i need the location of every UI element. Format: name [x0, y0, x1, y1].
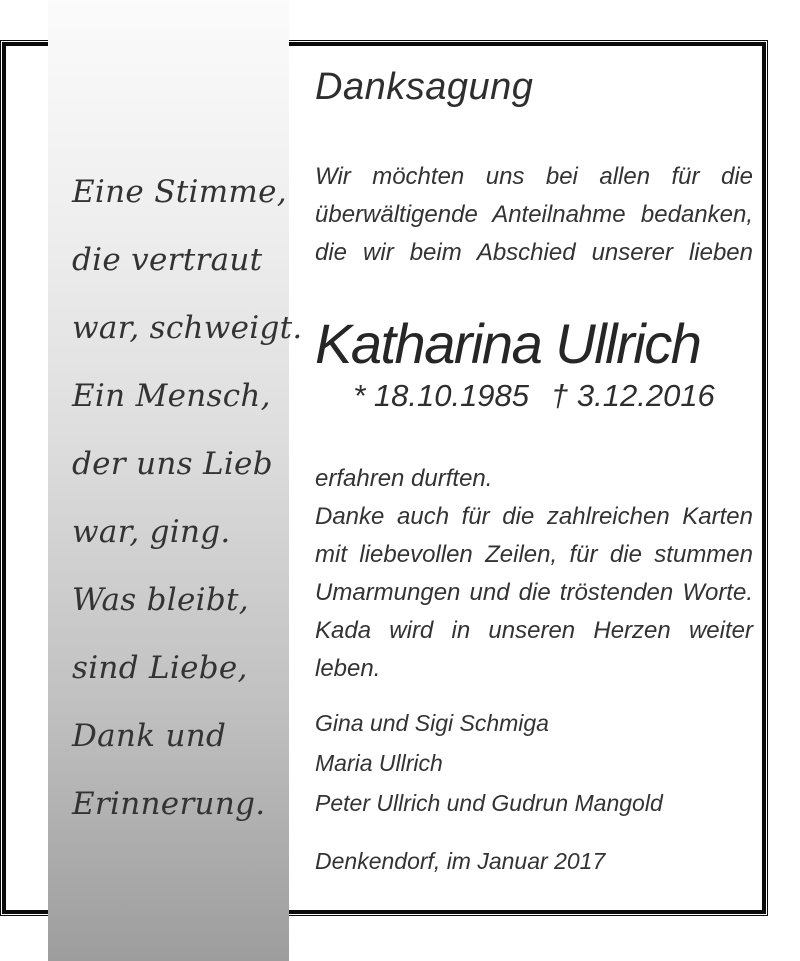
paragraph-line: Kada wird in unseren Herzen weiter: [315, 617, 753, 644]
paragraph-line: erfahren durften.: [315, 465, 493, 492]
paragraph-line: Umarmungen und die tröstenden Worte.: [315, 579, 753, 606]
opening-paragraph: [315, 158, 753, 272]
poem-line: Erinnerung.: [72, 786, 266, 822]
deceased-name: Katharina Ullrich: [315, 312, 701, 375]
poem-line: Eine Stimme,: [72, 174, 287, 210]
paragraph-line: Wir möchten uns bei allen für die: [315, 163, 753, 190]
notice-title: Danksagung: [315, 66, 534, 108]
paragraph-line: leben.: [315, 655, 381, 682]
poem-line: die vertraut: [72, 242, 263, 278]
poem-line: sind Liebe,: [72, 650, 248, 686]
mourner-name: Gina und Sigi Schmiga: [315, 710, 549, 736]
mourner-name: Maria Ullrich: [315, 750, 443, 776]
closing-paragraph: [315, 460, 753, 688]
memorial-poem: [72, 158, 303, 838]
paragraph-line: die wir beim Abschied unserer lieben: [315, 239, 753, 266]
paragraph-line: Danke auch für die zahlreichen Karten: [315, 503, 753, 530]
poem-line: war, ging.: [72, 514, 231, 550]
death-date: † 3.12.2016: [551, 378, 715, 413]
poem-line: Dank und: [72, 718, 227, 754]
paragraph-line: überwältigende Anteilnahme bedanken,: [315, 201, 753, 228]
poem-line: Ein Mensch,: [72, 378, 271, 414]
mourner-name: Peter Ullrich und Gudrun Mangold: [315, 790, 663, 816]
paragraph-line: mit liebevollen Zeilen, für die stummen: [315, 541, 753, 568]
poem-line: Was bleibt,: [72, 582, 249, 618]
poem-line: der uns Lieb: [72, 446, 273, 482]
poem-line: war, schweigt.: [72, 310, 303, 346]
life-dates: [315, 378, 753, 414]
birth-date: * 18.10.1985: [353, 378, 530, 413]
mourners-list: [315, 703, 753, 823]
place-date-line: Denkendorf, im Januar 2017: [315, 848, 606, 874]
